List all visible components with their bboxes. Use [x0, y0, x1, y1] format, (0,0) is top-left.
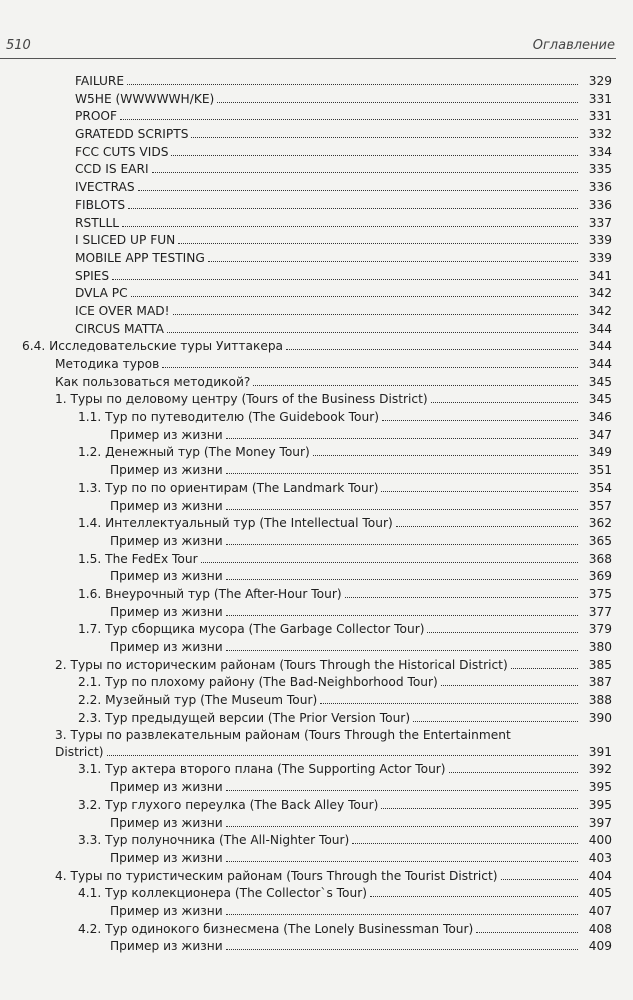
dot-leader — [208, 261, 578, 262]
toc-entry-page: 345 — [588, 392, 612, 407]
toc-entry-title: FAILURE — [75, 74, 125, 88]
toc-entry-title: Как пользоваться методикой? — [55, 374, 251, 389]
toc-entry-page: 375 — [588, 586, 612, 601]
dot-leader — [171, 155, 578, 156]
dot-leader — [128, 208, 578, 209]
toc-entry-title: DVLA PC — [75, 286, 128, 301]
dot-leader — [191, 137, 578, 138]
toc-entry — [0, 568, 633, 586]
toc-entry-title: 1.7. Тур сборщика мусора (The Garbage Collector Tour) — [78, 622, 425, 637]
toc-entry-page: 332 — [588, 127, 612, 142]
toc-entry-page: 344 — [588, 339, 612, 354]
dot-leader — [152, 172, 578, 173]
toc-entry — [0, 498, 633, 516]
dot-leader — [173, 314, 578, 315]
toc-entry-title: 2.1. Тур по плохому району (The Bad-Neighborhood Tour) — [78, 675, 438, 690]
toc-entry — [0, 639, 633, 657]
toc-entry — [0, 444, 633, 462]
dot-leader — [226, 615, 578, 616]
toc-entry-title: 1. Туры по деловому центру (Tours of the Business District) — [55, 392, 428, 407]
toc-entry — [0, 73, 633, 91]
toc-entry — [0, 250, 633, 268]
toc-entry-title: 1.1. Тур по путеводителю (The Guidebook Tour) — [78, 410, 379, 425]
toc-entry-page: 395 — [588, 780, 612, 795]
toc-entry — [0, 144, 633, 162]
dot-leader — [226, 914, 578, 915]
dot-leader — [226, 509, 578, 510]
toc-entry-page: 405 — [588, 886, 612, 901]
toc-entry-page: 347 — [588, 427, 612, 442]
dot-leader — [226, 544, 578, 545]
toc-entry — [0, 868, 633, 886]
toc-entry-title: 1.2. Денежный тур (The Money Tour) — [78, 445, 310, 460]
toc-entry-page: 365 — [588, 533, 612, 548]
toc-entry — [0, 197, 633, 215]
section-title: Оглавление — [532, 38, 615, 53]
header-rule — [0, 58, 616, 59]
toc-entry-title: 2.3. Тур предыдущей версии (The Prior Version Tour) — [78, 710, 411, 725]
toc-entry-title: MOBILE APP TESTING — [75, 250, 205, 265]
toc-entry-page: 362 — [588, 516, 612, 531]
dot-leader — [138, 190, 578, 191]
dot-leader — [352, 843, 578, 844]
dot-leader — [476, 932, 578, 933]
toc-entry — [0, 161, 633, 179]
toc-entry-page: 336 — [588, 180, 612, 195]
toc-entry-page: 390 — [588, 710, 612, 725]
toc-entry — [0, 921, 633, 939]
toc-entry-page: 331 — [588, 109, 612, 124]
dot-leader — [226, 579, 578, 580]
dot-leader — [381, 491, 578, 492]
page-number: 510 — [6, 38, 31, 53]
toc-entry-title: GRATEDD SCRIPTS — [75, 127, 189, 142]
toc-entry-title: W5HE (WWWWWH/KE) — [75, 91, 215, 106]
toc-entry-page: 341 — [588, 268, 612, 283]
toc-entry-title: CIRCUS MATTA — [75, 321, 164, 336]
toc-entry-page: 379 — [588, 622, 612, 637]
toc-entry-title: 1.5. The FedEx Tour — [78, 551, 198, 566]
toc-entry-title: Пример из жизни — [110, 640, 223, 654]
toc-entry — [0, 797, 633, 815]
toc-entry — [0, 108, 633, 126]
toc-entry-page: 331 — [588, 91, 612, 106]
toc-entry — [0, 126, 633, 144]
toc-entry-title: 4.1. Тур коллекционера (The Collector`s Tour) — [78, 886, 367, 901]
toc-entry — [0, 480, 633, 498]
toc-entry-page: 345 — [588, 374, 612, 389]
dot-leader — [178, 243, 578, 244]
toc-entry-page: 351 — [588, 463, 612, 478]
toc-entry-title: 1.6. Внеурочный тур (The After-Hour Tour) — [78, 586, 342, 601]
toc-entry-title: Пример из жизни — [110, 850, 223, 865]
toc-entry-title: 3.2. Тур глухого переулка (The Back Alley Tour) — [78, 797, 379, 812]
dot-leader — [131, 296, 578, 297]
toc-entry — [0, 727, 633, 761]
toc-entry — [0, 268, 633, 286]
dot-leader — [120, 119, 578, 120]
toc-entry-page: 334 — [588, 144, 612, 159]
toc-entry-title: Пример из жизни — [110, 604, 223, 619]
toc-entry — [0, 551, 633, 569]
toc-entry — [0, 285, 633, 303]
toc-entry-title: 2.2. Музейный тур (The Museum Tour) — [78, 693, 318, 708]
toc-entry-page: 387 — [588, 675, 612, 690]
toc-entry-page: 380 — [588, 640, 612, 654]
toc-entry-title: 1.3. Тур по по ориентирам (The Landmark Tour) — [78, 480, 379, 495]
toc-entry-page: 377 — [588, 604, 612, 619]
toc-entry-title: 3.1. Тур актера второго плана (The Supporting Actor Tour) — [78, 762, 446, 777]
dot-leader — [381, 808, 578, 809]
toc-entry-title: I SLICED UP FUN — [75, 233, 176, 248]
toc-entry — [0, 374, 633, 392]
dot-leader — [441, 685, 578, 686]
toc-entry-title: 1.4. Интеллектуальный тур (The Intellectual Tour) — [78, 516, 393, 531]
toc-entry — [0, 462, 633, 480]
toc-entry-page: 403 — [588, 850, 612, 865]
toc-entry-page: 344 — [588, 357, 612, 371]
toc-entry-page: 407 — [588, 903, 612, 918]
toc-entry-page: 408 — [588, 921, 612, 936]
toc-entry — [0, 533, 633, 551]
toc-entry — [0, 604, 633, 622]
toc-entry-page: 404 — [588, 868, 612, 883]
toc-entry-title: Пример из жизни — [110, 939, 223, 954]
dot-leader — [427, 632, 578, 633]
toc-entry — [0, 409, 633, 427]
dot-leader — [122, 226, 578, 227]
toc-entry-title: IVECTRAS — [75, 180, 135, 195]
toc-entry-title: 4.2. Тур одинокого бизнесмена (The Lonely Businessman Tour) — [78, 921, 474, 936]
toc-entry-title: 3. Туры по развлекательным районам (Tours Through the Entertainment — [55, 728, 511, 743]
toc-entry — [0, 427, 633, 445]
dot-leader — [162, 367, 578, 368]
dot-leader — [127, 84, 578, 85]
toc-entry — [0, 885, 633, 903]
toc-entry-title: Пример из жизни — [110, 463, 223, 478]
toc-entry — [0, 903, 633, 921]
toc-entry-title: ICE OVER MAD! — [75, 303, 170, 318]
dot-leader — [226, 949, 578, 950]
dot-leader — [226, 650, 578, 651]
toc-entry-title: RSTLLL — [75, 215, 120, 230]
dot-leader — [107, 755, 578, 756]
toc-entry-page: 329 — [588, 74, 612, 88]
toc-entry-title: Методика туров — [55, 357, 160, 371]
toc-entry — [0, 303, 633, 321]
toc-entry — [0, 761, 633, 779]
toc-entry — [0, 232, 633, 250]
toc-entry-page: 344 — [588, 321, 612, 336]
toc-entry-page: 388 — [588, 693, 612, 708]
dot-leader — [226, 861, 578, 862]
dot-leader — [370, 896, 578, 897]
toc-entry — [0, 692, 633, 710]
dot-leader — [226, 438, 578, 439]
toc-entry-page: 349 — [588, 445, 612, 460]
dot-leader — [201, 562, 578, 563]
toc-entry-page: 409 — [588, 939, 612, 954]
toc-entry-page: 392 — [588, 762, 612, 777]
toc-entry — [0, 850, 633, 868]
dot-leader — [396, 526, 578, 527]
toc-entry — [0, 179, 633, 197]
dot-leader — [313, 455, 578, 456]
toc-entry-page: 354 — [588, 480, 612, 495]
toc-entry — [0, 938, 633, 956]
toc-entry-title-continued: District) — [55, 745, 104, 760]
toc-entry-title: Пример из жизни — [110, 533, 223, 548]
toc-entry-title: 2. Туры по историческим районам (Tours Through the Historical District) — [55, 657, 508, 672]
page-header — [0, 38, 633, 60]
toc-entry — [0, 674, 633, 692]
toc-entry — [0, 657, 633, 675]
dot-leader — [167, 332, 578, 333]
dot-leader — [501, 879, 578, 880]
dot-leader — [345, 597, 578, 598]
toc-entry-page: 391 — [588, 745, 612, 760]
dot-leader — [226, 826, 578, 827]
dot-leader — [413, 721, 578, 722]
toc-entry — [0, 215, 633, 233]
toc-entry — [0, 815, 633, 833]
toc-entry-title: FCC CUTS VIDS — [75, 144, 169, 159]
dot-leader — [449, 772, 578, 773]
toc-entry — [0, 321, 633, 339]
toc-entry-page: 385 — [588, 657, 612, 672]
toc-entry-title: 3.3. Тур полуночника (The All-Nighter Tour) — [78, 833, 350, 848]
toc-entry — [0, 710, 633, 728]
toc-entry — [0, 391, 633, 409]
dot-leader — [431, 402, 578, 403]
dot-leader — [511, 668, 578, 669]
toc-entry-title: Пример из жизни — [110, 498, 223, 513]
toc-entry-title: SPIES — [75, 268, 110, 283]
toc-entry-title: Пример из жизни — [110, 569, 223, 584]
toc-entry — [0, 586, 633, 604]
toc-entry-page: 342 — [588, 303, 612, 318]
toc-entry-title: Пример из жизни — [110, 815, 223, 830]
toc-entry-page: 336 — [588, 197, 612, 212]
toc-entry-title: Пример из жизни — [110, 427, 223, 442]
toc-entry-page: 335 — [588, 162, 612, 177]
toc-entry-title: PROOF — [75, 109, 118, 124]
toc-entry — [0, 338, 633, 356]
toc-entry — [0, 832, 633, 850]
toc-entry — [0, 515, 633, 533]
toc-entry — [0, 621, 633, 639]
toc-entry-page: 397 — [588, 815, 612, 830]
dot-leader — [320, 703, 578, 704]
toc-entry-page: 395 — [588, 797, 612, 812]
toc-entry-page: 337 — [588, 215, 612, 230]
toc-entry-page: 346 — [588, 410, 612, 425]
toc-entry-title: Пример из жизни — [110, 780, 223, 795]
toc-entry-title: FIBLOTS — [75, 197, 126, 212]
toc-entry — [0, 91, 633, 109]
dot-leader — [217, 102, 578, 103]
dot-leader — [226, 473, 578, 474]
dot-leader — [112, 279, 578, 280]
dot-leader — [226, 790, 578, 791]
toc-entry — [0, 779, 633, 797]
toc-entry-page: 342 — [588, 286, 612, 301]
toc-entry-title: 4. Туры по туристическим районам (Tours Through the Tourist District) — [55, 868, 498, 883]
toc-entry — [0, 356, 633, 374]
table-of-contents — [0, 73, 633, 956]
toc-entry-title: Пример из жизни — [110, 903, 223, 918]
toc-entry-title: CCD IS EARI — [75, 162, 149, 177]
toc-entry-page: 339 — [588, 250, 612, 265]
toc-entry-page: 400 — [588, 833, 612, 848]
toc-entry-page: 339 — [588, 233, 612, 248]
toc-entry-title: 6.4. Исследовательские туры Уиттакера — [22, 339, 284, 354]
dot-leader — [286, 349, 578, 350]
toc-entry-page: 368 — [588, 551, 612, 566]
dot-leader — [253, 385, 578, 386]
dot-leader — [382, 420, 578, 421]
toc-entry-page: 369 — [588, 569, 612, 584]
toc-entry-page: 357 — [588, 498, 612, 513]
